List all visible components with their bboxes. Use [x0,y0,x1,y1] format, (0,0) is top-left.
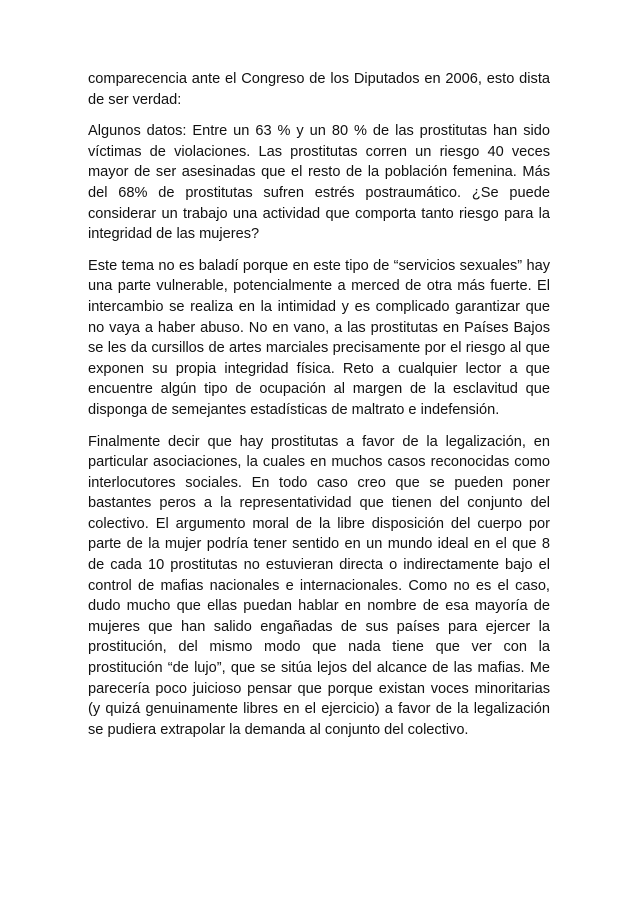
paragraph-2: Algunos datos: Entre un 63 % y un 80 % de las prostitutas han sido víctimas de violaciones. Las prostitutas corren un riesgo 40 veces mayor de ser asesinadas que el resto de la población femenina. Más del 68% de prostitutas sufren estrés postraumático. ¿Se puede considerar un trabajo una actividad que comporta tanto riesgo para la integridad de las mujeres? [88,123,550,243]
paragraph-4: Finalmente decir que hay prostitutas a favor de la legalización, en particular asociaciones, la cuales en muchos casos reconocidas como interlocutores sociales. En todo caso creo que se pueden poner bastantes peros a la representatividad que tienen del conjunto del colectivo. El argumento moral de la libre disposición del cuerpo por parte de la mujer podría tener sentido en un mundo ideal en el que 8 de cada 10 prostitutas no estuvieran directa o indirectamente bajo el control de mafias nacionales e internacionales. Como no es el caso, dudo mucho que ellas puedan hablar en nombre de esa mayoría de mujeres que han salido engañadas de sus países para ejercer la prostitución, del mismo modo que nada tiene que ver con la prostitución “de lujo”, que se sitúa lejos del alcance de las mafias. Me parecería poco juicioso pensar que porque existan voces minoritarias (y quizá genuinamente libres en el ejercicio) a favor de la legalización se pudiera extrapolar la demanda al conjunto del colectivo. [88,433,550,738]
paragraph-1: comparecencia ante el Congreso de los Diputados en 2006, esto dista de ser verdad: [88,71,550,108]
document-body [88,69,550,751]
paragraph-3: Este tema no es baladí porque en este tipo de “servicios sexuales” hay una parte vulnerable, potencialmente a merced de otra más fuerte. El intercambio se realiza en la intimidad y es complicado garantizar que no vaya a haber abuso. No en vano, a las prostitutas en Países Bajos se les da cursillos de artes marciales precisamente por el riesgo al que exponen su propia integridad física. Reto a cualquier lector a que encuentre algún tipo de ocupación al margen de la esclavitud que disponga de semejantes estadísticas de maltrato e indefensión. [88,257,550,418]
